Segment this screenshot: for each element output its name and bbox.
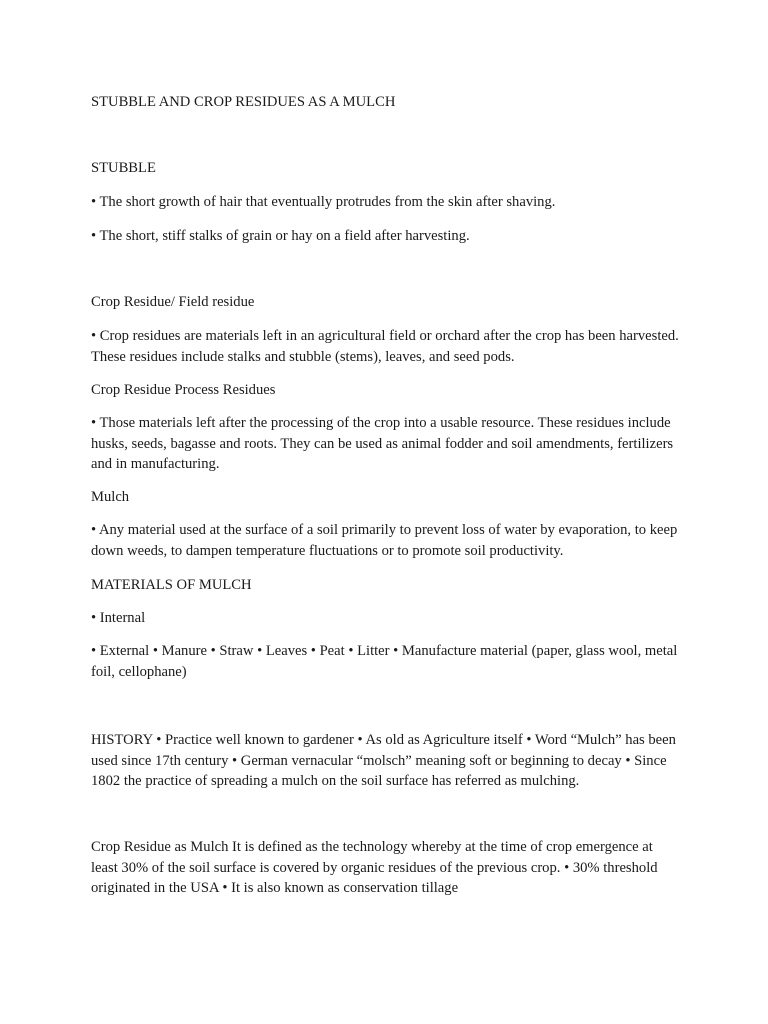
- crop-residue-mulch-paragraph: Crop Residue as Mulch It is defined as the technology whereby at the time of crop emergence at least 30% of the soil surface is covered by organic residues of the previous crop. • 30% threshold originated in the USA • It is also known as conservation tillage: [91, 839, 658, 897]
- materials-internal: • Internal: [91, 610, 146, 626]
- crop-residue-heading: Crop Residue/ Field residue: [91, 294, 255, 310]
- mulch-bullet: • Any material used at the surface of a soil primarily to prevent loss of water by evaporation, to keep down weeds, to dampen temperature fluctuations or to promote soil productivity.: [91, 522, 678, 559]
- mulch-heading: Mulch: [91, 489, 130, 505]
- process-residue-heading: Crop Residue Process Residues: [91, 382, 276, 398]
- materials-external: • External • Manure • Straw • Leaves • Peat • Litter • Manufacture material (paper, glass wool, metal foil, cellophane): [91, 643, 678, 680]
- stubble-heading: STUBBLE: [91, 160, 156, 176]
- history-paragraph: HISTORY • Practice well known to gardener • As old as Agriculture itself • Word “Mulch” has been used since 17th century • German vernacular “molsch” meaning soft or beginning to decay • Since 1802 the practice of spreading a mulch on the soil surface has referred as mulching.: [91, 732, 676, 790]
- document-title: STUBBLE AND CROP RESIDUES AS A MULCH: [91, 94, 396, 110]
- stubble-bullet-1: • The short growth of hair that eventually protrudes from the skin after shaving.: [91, 194, 556, 210]
- crop-residue-bullet: • Crop residues are materials left in an agricultural field or orchard after the crop has been harvested. These residues include stalks and stubble (stems), leaves, and seed pods.: [91, 328, 679, 365]
- materials-heading: MATERIALS OF MULCH: [91, 577, 252, 593]
- process-residue-bullet: • Those materials left after the processing of the crop into a usable resource. These residues include husks, seeds, bagasse and roots. They can be used as animal fodder and soil amendments, fertilizers and in manufacturing.: [91, 415, 674, 473]
- stubble-bullet-2: • The short, stiff stalks of grain or hay on a field after harvesting.: [91, 228, 470, 244]
